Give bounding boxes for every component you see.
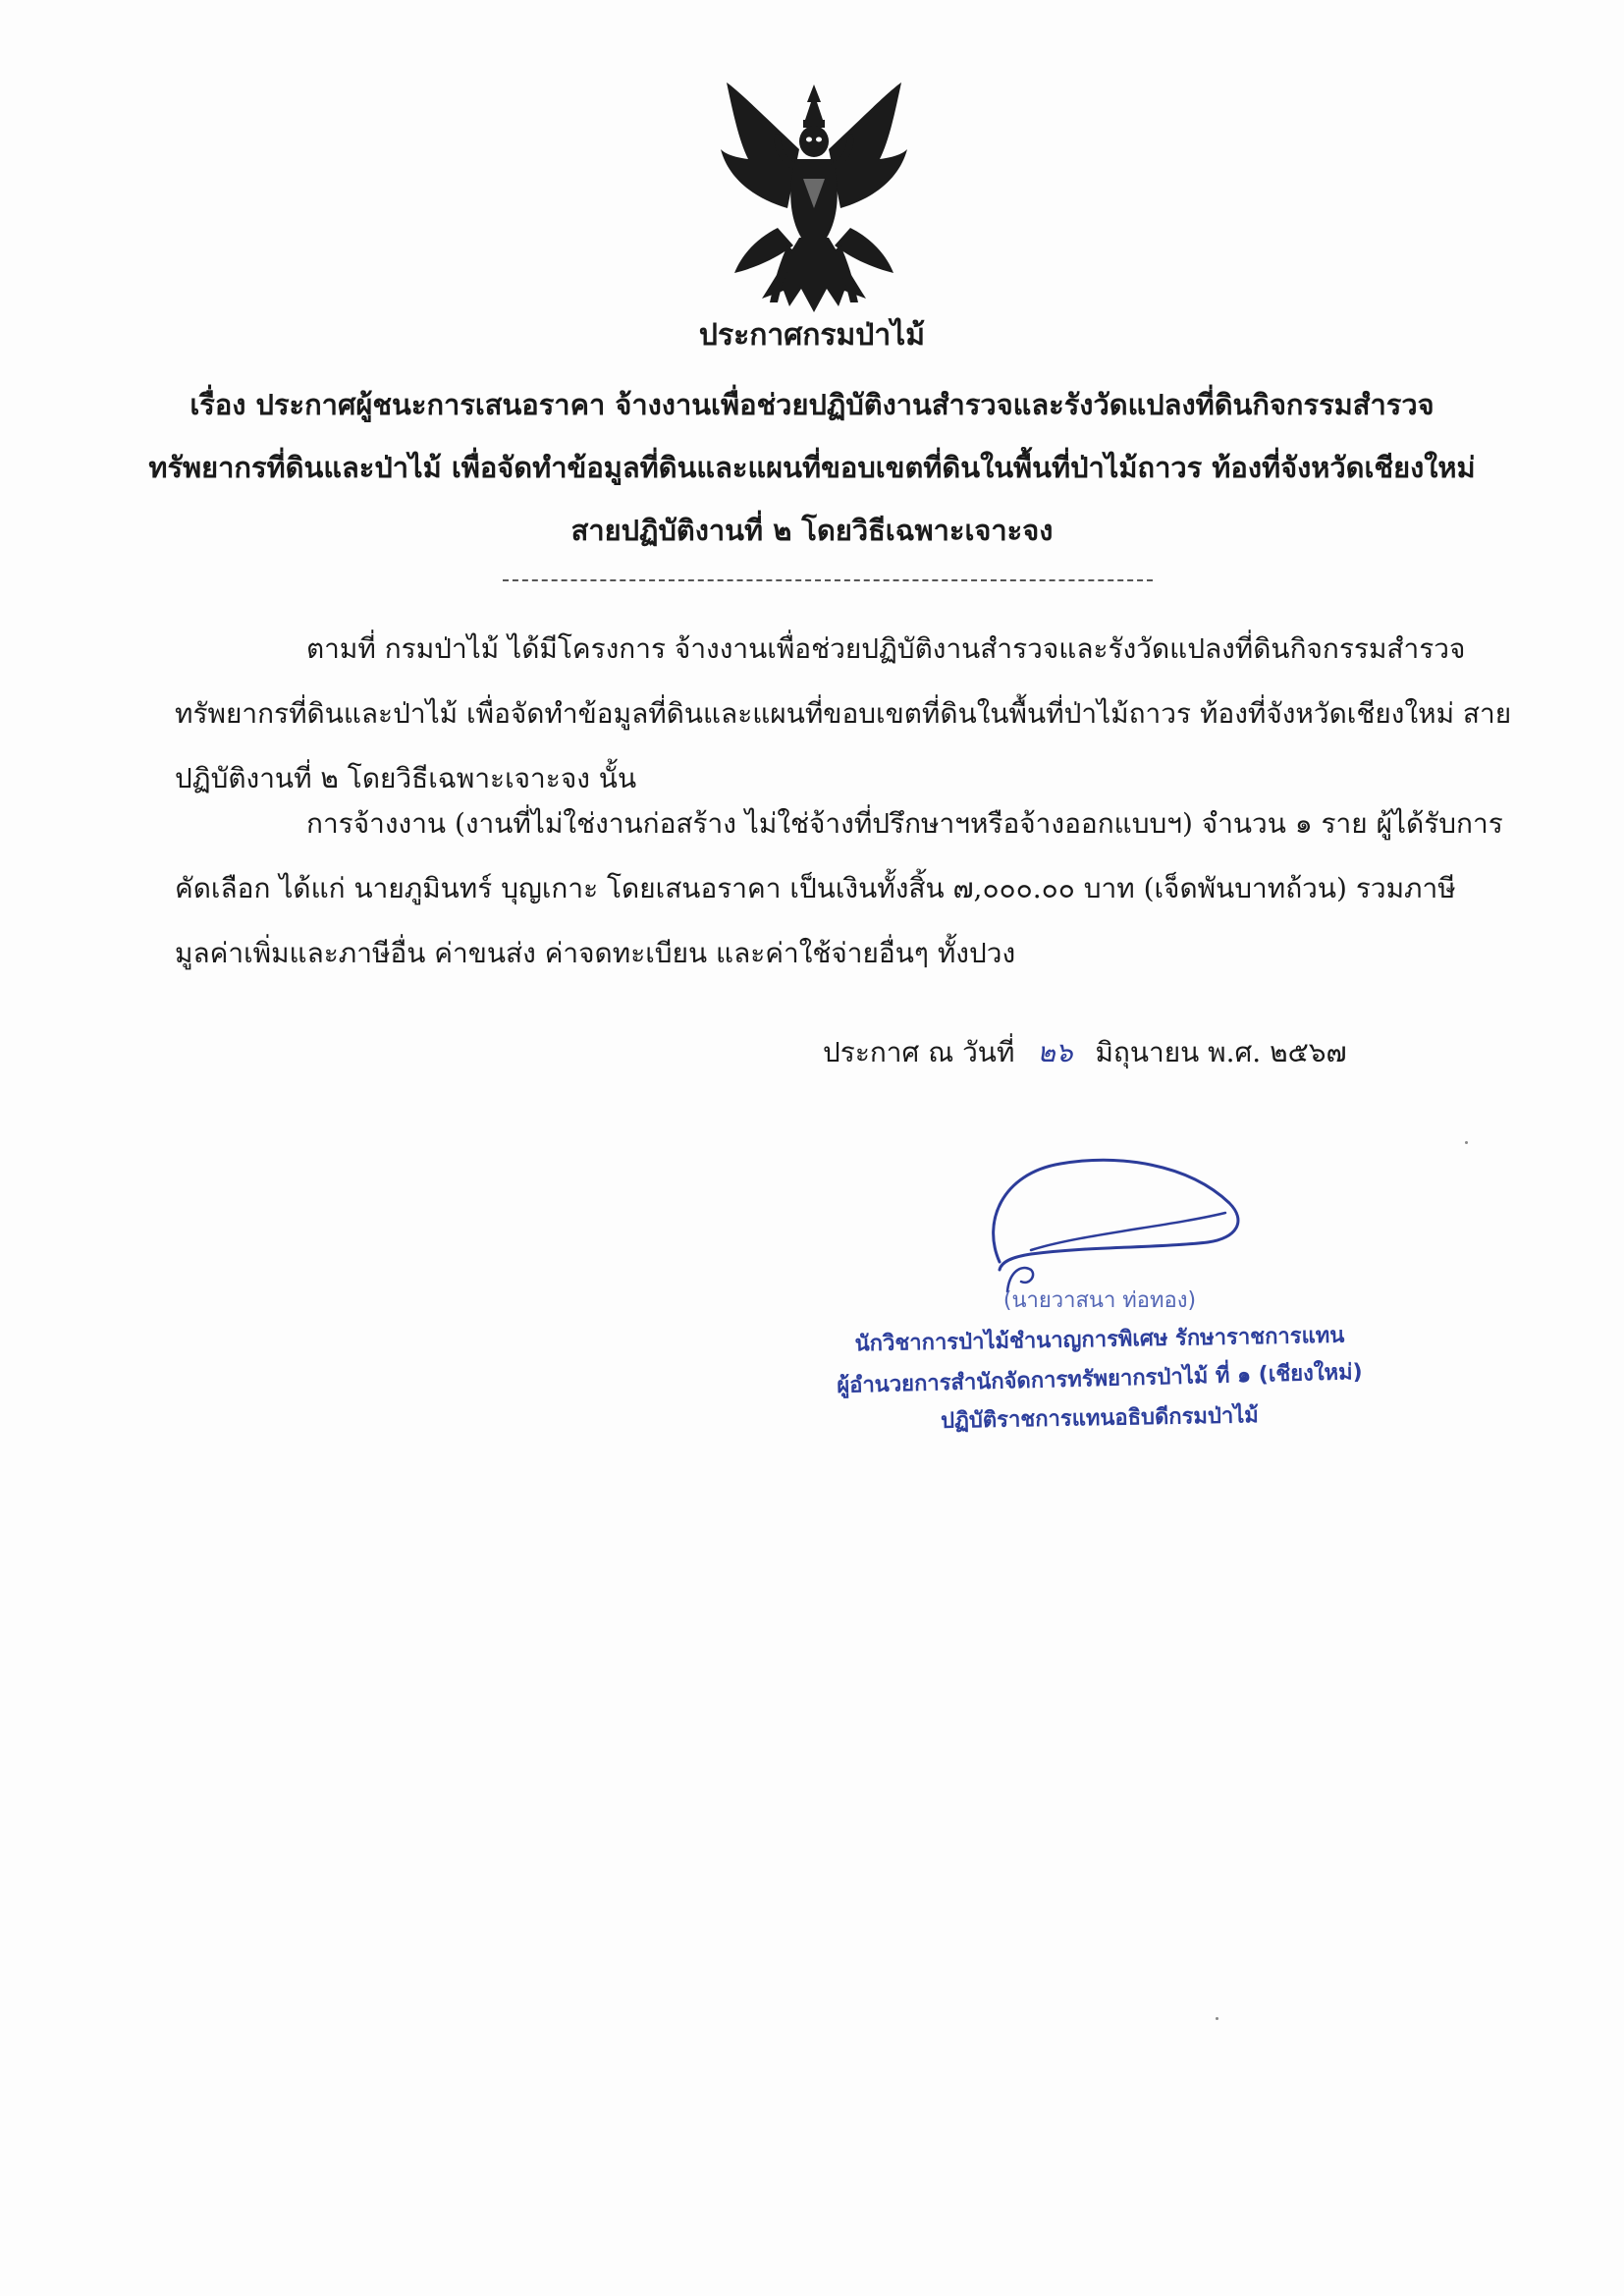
document-title: ประกาศกรมป่าไม้	[698, 318, 926, 353]
date-day-handwritten: ๒๖	[1037, 1036, 1073, 1068]
subject-line: เรื่อง ประกาศผู้ชนะการเสนอราคา จ้างงานเพื่อช่วยปฏิบัติงานสำรวจและรังวัดแปลงที่ดินกิจกรรมสำรวจ	[189, 388, 1435, 421]
paragraph-line: ปฏิบัติงานที่ ๒ โดยวิธีเฉพาะเจาะจง นั้น	[175, 762, 637, 794]
date-month-year: มิถุนายน พ.ศ. ๒๕๖๗	[1095, 1036, 1347, 1068]
subject-line: สายปฏิบัติงานที่ ๒ โดยวิธีเฉพาะเจาะจง	[570, 514, 1054, 547]
signatory-role: ปฏิบัติราชการแทนอธิบดีกรมป่าไม้	[940, 1403, 1260, 1434]
paragraph-line: มูลค่าเพิ่มและภาษีอื่น ค่าขนส่ง ค่าจดทะเบียน และค่าใช้จ่ายอื่นๆ ทั้งปวง	[175, 937, 1016, 969]
subject-line: ทรัพยากรที่ดินและป่าไม้ เพื่อจัดทำข้อมูลที่ดินและแผนที่ขอบเขตที่ดินในพื้นที่ป่าไม้ถาวร ท้องที่จังหวัดเชียงใหม่	[148, 451, 1476, 484]
paragraph-line: คัดเลือก ได้แก่ นายภูมินทร์ บุญเกาะ โดยเสนอราคา เป็นเงินทั้งสิ้น ๗,๐๐๐.๐๐ บาท (เจ็ดพันบาทถ้วน) รวมภาษี	[175, 872, 1456, 904]
signature-block	[805, 1282, 1394, 1439]
handwritten-signature-icon	[972, 1144, 1267, 1301]
separator-line	[503, 579, 1153, 581]
scan-speck	[1465, 1141, 1468, 1144]
paragraph-line: ตามที่ กรมป่าไม้ ได้มีโครงการ จ้างงานเพื่อช่วยปฏิบัติงานสำรวจและรังวัดแปลงที่ดินกิจกรรมสำรวจ	[306, 632, 1466, 665]
paragraph-announcement	[175, 617, 1512, 811]
signatory-role: นักวิชาการป่าไม้ชำนาญการพิเศษ รักษาราชการแทน	[854, 1323, 1345, 1357]
paragraph-line: ทรัพยากรที่ดินและป่าไม้ เพื่อจัดทำข้อมูลที่ดินและแผนที่ขอบเขตที่ดินในพื้นที่ป่าไม้ถาวร ท้องที่จังหวัดเชียงใหม่ สาย	[175, 697, 1512, 730]
scan-speck	[1216, 2017, 1218, 2020]
announcement-date	[823, 1031, 1347, 1074]
subject-block	[128, 373, 1496, 562]
paragraph-award	[175, 792, 1503, 986]
garuda-emblem-icon	[719, 81, 909, 316]
paragraph-line: การจ้างงาน (งานที่ไม่ใช่งานก่อสร้าง ไม่ใช่จ้างที่ปรึกษาฯหรือจ้างออกแบบฯ) จำนวน ๑ ราย ผู้ได้รับการ	[306, 807, 1503, 840]
signatory-role: ผู้อำนวยการสำนักจัดการทรัพยากรป่าไม้ ที่ ๑ (เชียงใหม่)	[836, 1359, 1363, 1399]
signatory-name: (นายวาสนา ท่อทอง)	[1002, 1288, 1197, 1313]
date-prefix: ประกาศ ณ วันที่	[823, 1036, 1015, 1068]
